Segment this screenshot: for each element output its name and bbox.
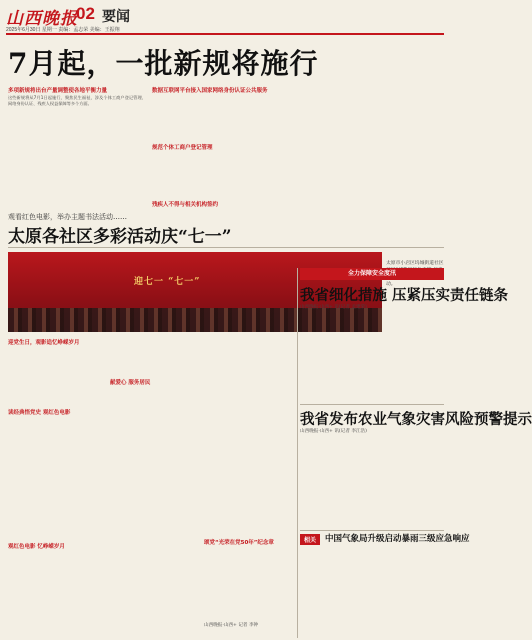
dateline: 2025年6月30日 星期一 责编：孟志荣 美编：王振翔 — [6, 27, 120, 33]
photo-story-subhead: 迎党生日，观影追忆峥嵘岁月 — [8, 340, 80, 346]
photo-story-column — [110, 338, 198, 376]
photo-story-column — [204, 546, 294, 618]
lead-column — [152, 95, 290, 141]
photo-story-column — [8, 550, 104, 636]
divider — [8, 247, 444, 248]
security-headline: 我省细化措施 压紧压实责任链条 — [300, 287, 509, 304]
security-byline: 山西晚报·山西+ 讯(记者 孟建荣) — [300, 305, 367, 310]
lead-subhead: 残疾人不得与相关机构签约 — [152, 202, 219, 208]
divider — [300, 530, 444, 531]
masthead-rule — [6, 33, 444, 35]
related-tag: 相关 — [300, 534, 320, 545]
lead-column — [152, 152, 290, 198]
lead-subhead: 数据互联网平台接入国家网络身份认证公共服务 — [152, 88, 268, 94]
page-number: 02 — [76, 4, 95, 23]
photo-story-column — [8, 416, 104, 540]
warning-headline: 我省发布农业气象灾害风险预警提示 — [300, 411, 532, 428]
related-headline: 中国气象局升级启动暴雨三级应急响应 — [325, 534, 470, 544]
photo-story-column — [8, 346, 104, 406]
photo-story-column — [110, 386, 198, 636]
lead-headline: 7月起，一批新规将施行 — [8, 47, 319, 80]
lead-column — [296, 86, 442, 246]
divider — [300, 404, 444, 405]
photo-story-kicker: 观看红色电影，举办主题书法活动…… — [8, 213, 127, 221]
lead-subhead: 多项新规将出台产量调整使各地平衡力量 — [8, 88, 108, 94]
section-name: 要闻 — [102, 9, 130, 25]
lead-body-text: 这些新规将从7月1日起施行，聚焦民生福祉，涉及个体工商户登记管理、网络身份认证、残疾人权益保障等多个方面。 — [8, 95, 146, 107]
newspaper-logo: 山西晚报 — [6, 9, 78, 29]
section-banner: 全力保障安全度汛 — [300, 268, 444, 280]
warning-byline: 山西晚报·山西+ 讯(记者 李江浩) — [300, 429, 367, 434]
masthead — [6, 4, 444, 34]
photo-story-subhead: 观红色电影 忆峥嵘岁月 — [8, 544, 65, 550]
photo-story-subhead: 献爱心 服务居民 — [110, 380, 151, 386]
photo-story-headline: 太原各社区多彩活动庆“七一” — [8, 227, 232, 247]
related-column — [300, 546, 370, 636]
lead-subhead: 规范个体工商户登记管理 — [152, 145, 213, 151]
photo-story-column — [204, 338, 294, 536]
photo-story-subhead: 读经典悟党史 观红色电影 — [8, 410, 71, 416]
photo-story-subhead: 颂党“光荣在党50年”纪念章 — [204, 540, 274, 546]
photo-story-byline: 山西晚报·山西+ 记者 李钟 — [204, 623, 259, 628]
related-column — [374, 546, 444, 636]
photo-caption: 太原市小店区坞城街道社区 动。 — [386, 261, 444, 287]
warning-column — [374, 428, 444, 528]
stage-banner-text: 迎七一 “七一” — [134, 277, 201, 287]
divider — [297, 268, 298, 638]
warning-column — [300, 436, 370, 528]
